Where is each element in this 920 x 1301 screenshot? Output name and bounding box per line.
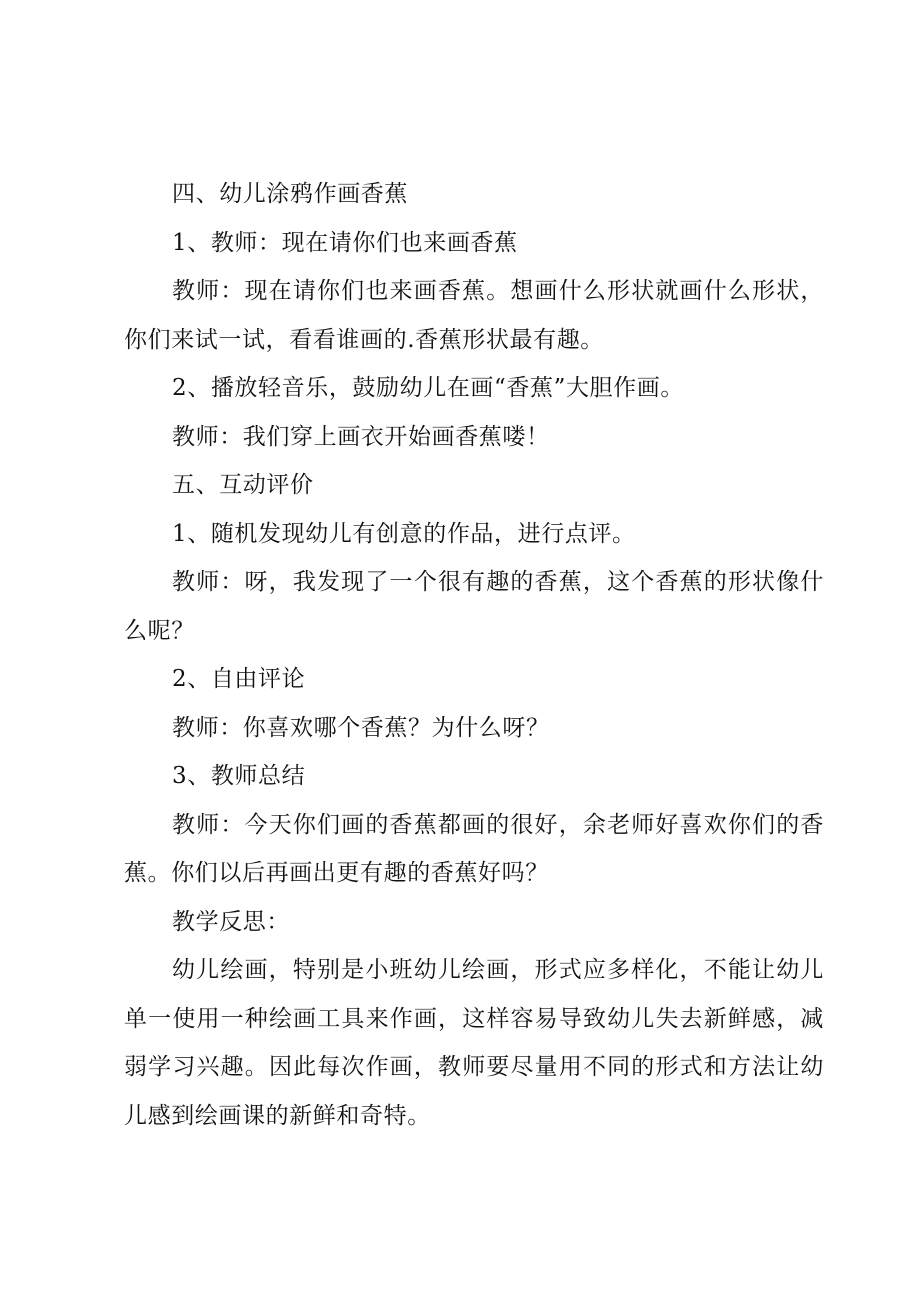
step-3-teacher-summary: 3、教师总结 xyxy=(172,763,306,789)
teacher-speech-paragraph: 教师：我们穿上画衣开始画香蕉喽！ xyxy=(172,423,550,450)
teaching-reflection-paragraph: 幼儿绘画，特别是小班幼儿绘画，形式应多样化，不能让幼儿单一使用一种绘画工具来作画，这样容易导致幼儿失去新鲜感，减弱学习兴趣。因此每次作画，教师要尽量用不同的形式和方法让幼儿感到绘画课的新鲜和奇特。 xyxy=(124,957,824,1129)
teaching-reflection-heading: 教学反思： xyxy=(172,908,290,935)
step-2-free-discussion: 2、自由评论 xyxy=(172,666,306,692)
teacher-speech-paragraph: 教师：今天你们画的香蕉都画的很好，余老师好喜欢你们的香蕉。你们以后再画出更有趣的香蕉好吗？ xyxy=(124,811,824,886)
teacher-speech-paragraph: 教师：现在请你们也来画香蕉。想画什么形状就画什么形状，你们来试一试，看看谁画的.香蕉形状最有趣。 xyxy=(124,278,824,353)
step-2-play-music: 2、播放轻音乐，鼓励幼儿在画“香蕉”大胆作画。 xyxy=(172,375,684,401)
step-1-random-review: 1、随机发现幼儿有创意的作品，进行点评。 xyxy=(172,520,636,547)
section-heading-doodle-banana: 四、幼儿涂鸦作画香蕉 xyxy=(172,181,408,207)
teacher-speech-paragraph: 教师：你喜欢哪个香蕉？为什么呀？ xyxy=(172,714,550,741)
document-body xyxy=(124,170,824,1140)
teacher-speech-paragraph: 教师：呀，我发现了一个很有趣的香蕉，这个香蕉的形状像什么呢？ xyxy=(124,569,824,644)
section-heading-interactive-evaluation: 五、互动评价 xyxy=(172,472,314,498)
step-1-teacher-prompt: 1、教师：现在请你们也来画香蕉 xyxy=(172,229,518,256)
